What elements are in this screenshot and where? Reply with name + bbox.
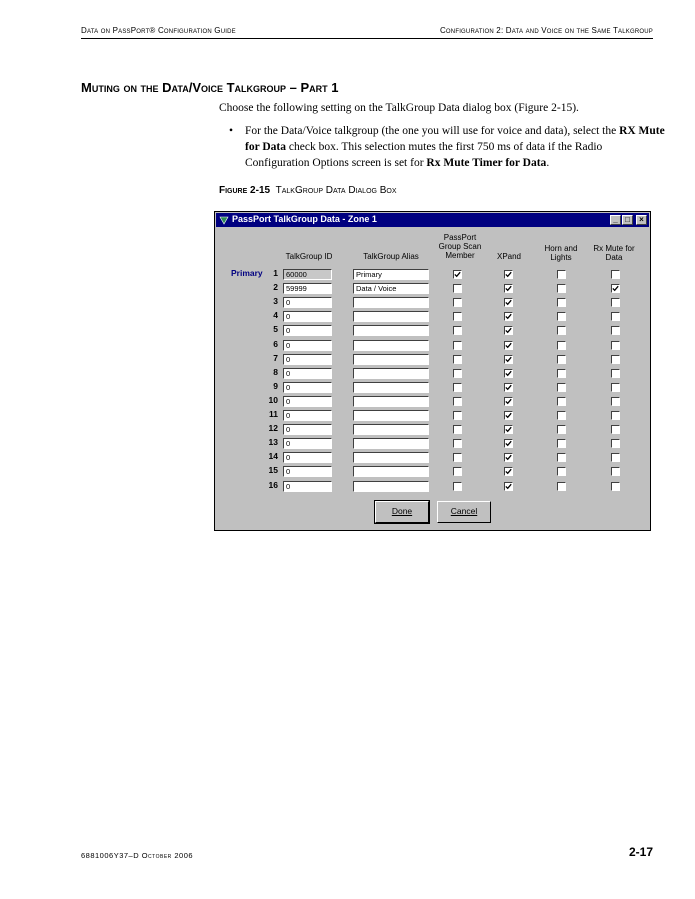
row-number: 7: [273, 353, 278, 363]
xpand-checkbox[interactable]: [504, 355, 513, 364]
xpand-checkbox[interactable]: [504, 439, 513, 448]
talkgroup-alias-field[interactable]: Primary: [353, 269, 429, 280]
horn-checkbox[interactable]: [557, 439, 566, 448]
talkgroup-data-dialog: [214, 211, 651, 531]
footer-page-number: 2-17: [628, 845, 653, 859]
talkgroup-alias-field[interactable]: [353, 481, 429, 492]
scan-checkbox[interactable]: [453, 425, 462, 434]
bullet-item: [229, 123, 665, 171]
xpand-checkbox[interactable]: [504, 467, 513, 476]
talkgroup-id-field[interactable]: 0: [283, 438, 332, 449]
xpand-checkbox[interactable]: [504, 411, 513, 420]
talkgroup-alias-field[interactable]: [353, 438, 429, 449]
horn-checkbox[interactable]: [557, 482, 566, 491]
cancel-button-label: Cancel: [450, 506, 478, 516]
row-number: 2: [273, 282, 278, 292]
minimize-button[interactable]: _: [610, 215, 621, 225]
row-number: 10: [268, 395, 278, 405]
talkgroup-alias-field[interactable]: [353, 382, 429, 393]
row-number: 3: [273, 296, 278, 306]
xpand-checkbox[interactable]: [504, 453, 513, 462]
scan-checkbox[interactable]: [453, 298, 462, 307]
talkgroup-alias-field[interactable]: [353, 297, 429, 308]
col-header-xpand: XPand: [496, 252, 522, 261]
row-number: 1: [273, 268, 278, 278]
scan-checkbox[interactable]: [453, 383, 462, 392]
row-number: 6: [273, 339, 278, 349]
xpand-checkbox[interactable]: [504, 383, 513, 392]
talkgroup-id-field[interactable]: 59999: [283, 283, 332, 294]
horn-checkbox[interactable]: [557, 298, 566, 307]
row-number: 5: [273, 324, 278, 334]
dialog-title: PassPort TalkGroup Data - Zone 1: [232, 214, 377, 224]
talkgroup-id-field[interactable]: 0: [283, 340, 332, 351]
talkgroup-id-field[interactable]: 0: [283, 354, 332, 365]
row-number: 15: [268, 465, 278, 475]
horn-checkbox[interactable]: [557, 326, 566, 335]
talkgroup-alias-field[interactable]: [353, 396, 429, 407]
scan-checkbox[interactable]: [453, 397, 462, 406]
mute-checkbox[interactable]: [611, 341, 620, 350]
primary-label: Primary: [231, 268, 263, 278]
col-header-talkgroup-id: TalkGroup ID: [285, 252, 333, 261]
talkgroup-id-field[interactable]: 0: [283, 424, 332, 435]
cancel-button[interactable]: [437, 501, 491, 523]
col-header-group-scan: PassPort Group Scan Member: [438, 233, 482, 260]
done-button-label: Done: [391, 506, 413, 516]
xpand-checkbox[interactable]: [504, 284, 513, 293]
scan-checkbox[interactable]: [453, 312, 462, 321]
mute-checkbox[interactable]: [611, 355, 620, 364]
row-number: 8: [273, 367, 278, 377]
scan-checkbox[interactable]: [453, 482, 462, 491]
talkgroup-alias-field[interactable]: Data / Voice: [353, 283, 429, 294]
horn-checkbox[interactable]: [557, 312, 566, 321]
mute-checkbox[interactable]: [611, 298, 620, 307]
mute-checkbox[interactable]: [611, 369, 620, 378]
horn-checkbox[interactable]: [557, 341, 566, 350]
bullet-bold-1: RX Mute for Data: [245, 125, 665, 153]
talkgroup-alias-field[interactable]: [353, 452, 429, 463]
horn-checkbox[interactable]: [557, 411, 566, 420]
horn-checkbox[interactable]: [557, 369, 566, 378]
mute-checkbox[interactable]: [611, 312, 620, 321]
horn-checkbox[interactable]: [557, 467, 566, 476]
figure-title: TalkGroup Data Dialog Box: [275, 185, 397, 196]
talkgroup-id-field[interactable]: 60000: [283, 269, 332, 280]
mute-checkbox[interactable]: [611, 326, 620, 335]
horn-checkbox[interactable]: [557, 270, 566, 279]
xpand-checkbox[interactable]: [504, 397, 513, 406]
bullet-bold-2: Rx Mute Timer for Data: [426, 157, 547, 169]
xpand-checkbox[interactable]: [504, 369, 513, 378]
talkgroup-alias-field[interactable]: [353, 325, 429, 336]
horn-checkbox[interactable]: [557, 453, 566, 462]
horn-checkbox[interactable]: [557, 383, 566, 392]
xpand-checkbox[interactable]: [504, 326, 513, 335]
talkgroup-id-field[interactable]: 0: [283, 311, 332, 322]
talkgroup-id-field[interactable]: 0: [283, 396, 332, 407]
talkgroup-id-field[interactable]: 0: [283, 466, 332, 477]
talkgroup-alias-field[interactable]: [353, 424, 429, 435]
col-header-rx-mute: Rx Mute for Data: [593, 244, 635, 262]
xpand-checkbox[interactable]: [504, 482, 513, 491]
talkgroup-id-field[interactable]: 0: [283, 452, 332, 463]
scan-checkbox[interactable]: [453, 453, 462, 462]
section-title: Muting on the Data/Voice Talkgroup – Part 1: [81, 80, 339, 95]
talkgroup-alias-field[interactable]: [353, 354, 429, 365]
talkgroup-alias-field[interactable]: [353, 311, 429, 322]
xpand-checkbox[interactable]: [504, 425, 513, 434]
xpand-checkbox[interactable]: [504, 270, 513, 279]
xpand-checkbox[interactable]: [504, 341, 513, 350]
done-button[interactable]: [375, 501, 429, 523]
talkgroup-alias-field[interactable]: [353, 410, 429, 421]
scan-checkbox[interactable]: [453, 439, 462, 448]
header-rule: [81, 38, 653, 39]
scan-checkbox[interactable]: [453, 341, 462, 350]
figure-caption: [219, 185, 397, 196]
col-header-horn-lights: Horn and Lights: [544, 244, 578, 262]
talkgroup-alias-field[interactable]: [353, 466, 429, 477]
xpand-checkbox[interactable]: [504, 312, 513, 321]
row-number: 16: [268, 480, 278, 490]
bullet-text-pre: For the Data/Voice talkgroup (the one you will use for voice and data), select the: [245, 125, 620, 137]
talkgroup-alias-field[interactable]: [353, 340, 429, 351]
col-header-talkgroup-alias: TalkGroup Alias: [363, 252, 419, 261]
horn-checkbox[interactable]: [557, 425, 566, 434]
row-number: 13: [268, 437, 278, 447]
row-number: 4: [273, 310, 278, 320]
horn-checkbox[interactable]: [557, 397, 566, 406]
scan-checkbox[interactable]: [453, 270, 462, 279]
dialog-titlebar[interactable]: [216, 213, 649, 227]
talkgroup-id-field[interactable]: 0: [283, 410, 332, 421]
mute-checkbox[interactable]: [611, 467, 620, 476]
row-number: 11: [269, 409, 278, 419]
talkgroup-id-field[interactable]: 0: [283, 325, 332, 336]
mute-checkbox[interactable]: [611, 453, 620, 462]
bullet-symbol: •: [229, 125, 234, 137]
footer-doc-info: 6881006Y37–D October 2006: [81, 851, 194, 860]
scan-checkbox[interactable]: [453, 326, 462, 335]
horn-checkbox[interactable]: [557, 355, 566, 364]
scan-checkbox[interactable]: [453, 467, 462, 476]
talkgroup-id-field[interactable]: 0: [283, 481, 332, 492]
talkgroup-alias-field[interactable]: [353, 368, 429, 379]
scan-checkbox[interactable]: [453, 411, 462, 420]
mute-checkbox[interactable]: [611, 482, 620, 491]
close-button[interactable]: ×: [636, 215, 647, 225]
running-header-left: Data on PassPort® Configuration Guide: [81, 26, 236, 35]
mute-checkbox[interactable]: [611, 397, 620, 406]
mute-checkbox[interactable]: [611, 270, 620, 279]
mute-checkbox[interactable]: [611, 284, 620, 293]
talkgroup-id-field[interactable]: 0: [283, 297, 332, 308]
talkgroup-id-field[interactable]: 0: [283, 368, 332, 379]
xpand-checkbox[interactable]: [504, 298, 513, 307]
mute-checkbox[interactable]: [611, 383, 620, 392]
horn-checkbox[interactable]: [557, 284, 566, 293]
mute-checkbox[interactable]: [611, 411, 620, 420]
scan-checkbox[interactable]: [453, 369, 462, 378]
app-icon: [219, 215, 229, 225]
row-number: 14: [268, 451, 278, 461]
mute-checkbox[interactable]: [611, 439, 620, 448]
running-header-right: Configuration 2: Data and Voice on the Same Talkgroup: [439, 26, 653, 35]
maximize-button[interactable]: □: [622, 215, 633, 225]
bullet-text-post: .: [546, 157, 550, 169]
bullet-text-mid: check box. This selection mutes the first 750 ms of data if the Radio Configuration Options screen is set for: [245, 141, 603, 169]
scan-checkbox[interactable]: [453, 284, 462, 293]
row-number: 12: [268, 423, 278, 433]
intro-paragraph: Choose the following setting on the TalkGroup Data dialog box (Figure 2-15).: [219, 102, 579, 114]
talkgroup-id-field[interactable]: 0: [283, 382, 332, 393]
row-number: 9: [273, 381, 278, 391]
mute-checkbox[interactable]: [611, 425, 620, 434]
scan-checkbox[interactable]: [453, 355, 462, 364]
figure-number: Figure 2-15: [219, 185, 271, 196]
